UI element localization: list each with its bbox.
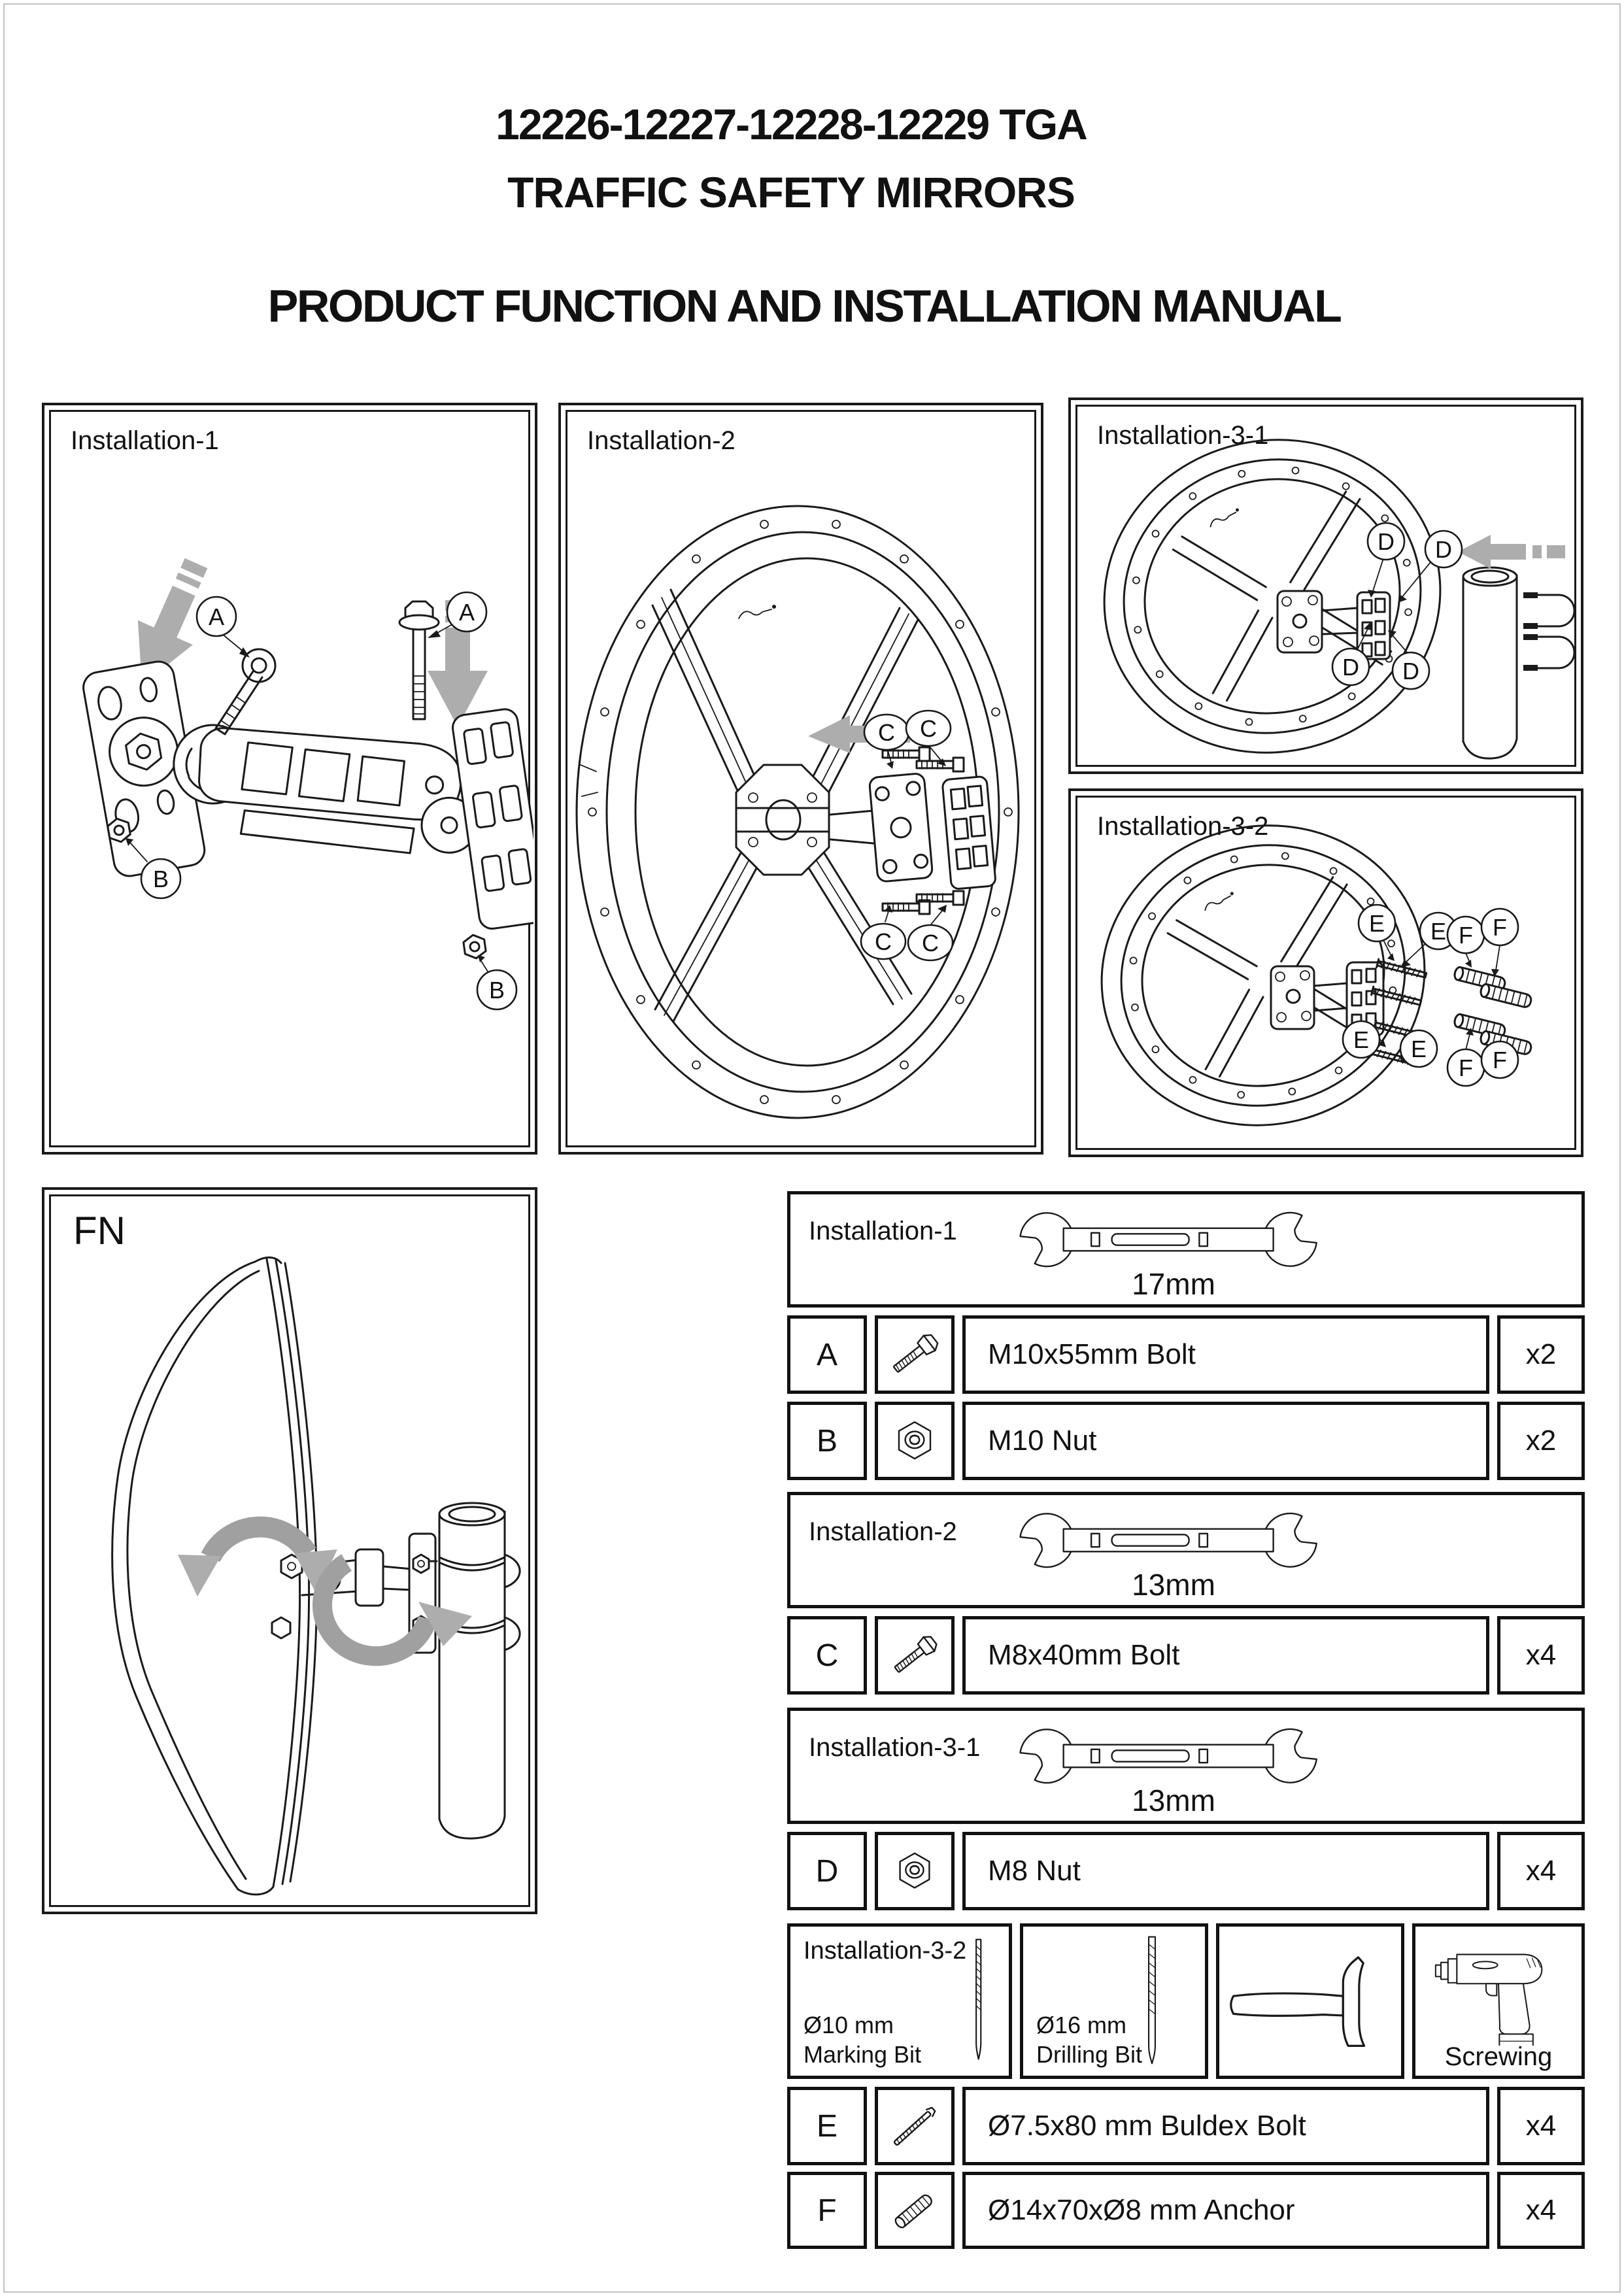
section-1-label: Installation-1	[809, 1217, 957, 1245]
callout-d-2	[1398, 531, 1462, 603]
panel-fn-inner	[49, 1194, 530, 1907]
row-e-desc-text: Ø7.5x80 mm Buldex Bolt	[988, 2110, 1306, 2142]
row-f-description	[962, 2172, 1489, 2249]
product-code-title: 12226-12227-12228-12229 TGA	[496, 100, 1087, 148]
row-f-letter: F	[817, 2193, 837, 2228]
panel-installation-1	[42, 403, 537, 1155]
exploded-bracket-diagram	[51, 412, 533, 1151]
manual-title: PRODUCT FUNCTION AND INSTALLATION MANUAL	[267, 280, 1341, 331]
callout-d-4	[1388, 630, 1429, 689]
panel-installation-2-inner	[566, 410, 1036, 1147]
pole	[439, 1503, 520, 1838]
clamp-plate	[1357, 592, 1390, 659]
row-a-qty-text: x2	[1525, 1338, 1557, 1370]
svg-text:D: D	[1435, 536, 1452, 563]
panel-installation-2-label: Installation-2	[587, 426, 736, 455]
hub-plate	[1271, 966, 1314, 1029]
svg-text:D: D	[1378, 528, 1395, 555]
hub-plate	[1277, 591, 1322, 652]
buldex-bolt-icon	[883, 2095, 946, 2157]
row-b-quantity	[1497, 1402, 1585, 1480]
tools-cell-hammer	[1216, 1923, 1404, 2079]
callout-b-2	[477, 955, 516, 1009]
callout-f-4	[1481, 1041, 1518, 1078]
hex-bolt-icon	[883, 1624, 946, 1687]
svg-text:F: F	[1493, 914, 1507, 941]
row-b-key	[787, 1402, 867, 1480]
marking-bit-size: Ø10 mm	[804, 2012, 894, 2038]
row-c-description	[962, 1616, 1489, 1695]
mirror-pole-diagram	[1077, 407, 1580, 770]
row-a-icon-cell	[875, 1315, 955, 1394]
panel-installation-3-1-inner	[1075, 405, 1576, 767]
callout-f-2	[1481, 909, 1518, 977]
row-c-letter: C	[815, 1638, 839, 1673]
product-name-title: TRAFFIC SAFETY MIRRORS	[507, 168, 1075, 216]
hub	[736, 765, 829, 875]
bracket-plate	[869, 773, 933, 882]
svg-text:E: E	[1410, 1036, 1427, 1062]
svg-text:B: B	[488, 977, 505, 1004]
row-a-description	[962, 1315, 1489, 1394]
hex-nut-icon	[883, 1840, 946, 1902]
row-e-description	[962, 2087, 1489, 2165]
panel-installation-3-1	[1068, 397, 1583, 774]
row-c-quantity	[1497, 1616, 1585, 1695]
svg-text:C: C	[878, 719, 895, 746]
u-bolt-2	[1523, 634, 1574, 671]
row-d-description	[962, 1832, 1489, 1910]
row-e-letter: E	[816, 2108, 837, 2144]
svg-text:C: C	[920, 715, 937, 742]
wrench-size-13mm-2: 13mm	[1132, 1783, 1215, 1817]
row-c-key	[787, 1616, 867, 1695]
panel-installation-3-1-label: Installation-3-1	[1097, 421, 1269, 450]
row-b-qty-text: x2	[1525, 1425, 1557, 1457]
panel-installation-3-2-label: Installation-3-2	[1097, 812, 1269, 841]
svg-text:D: D	[1402, 658, 1419, 684]
wrench-size-17mm: 17mm	[1132, 1267, 1215, 1301]
panel-installation-1-label: Installation-1	[71, 426, 219, 455]
swivel-arrow-icon	[322, 1562, 472, 1656]
row-c-qty-text: x4	[1525, 1639, 1557, 1671]
screwing-caption: Screwing	[1444, 2042, 1553, 2071]
bracket-arm	[830, 811, 873, 843]
svg-text:C: C	[875, 928, 892, 955]
wrench-size-13mm: 13mm	[1132, 1568, 1215, 1602]
row-a-key	[787, 1315, 867, 1394]
row-e-icon-cell	[875, 2087, 955, 2165]
mirror-side-view-diagram	[51, 1196, 533, 1910]
hammer-icon	[1226, 1939, 1395, 2063]
shell-fold-mark	[581, 765, 598, 796]
tools-cell-screwing	[1412, 1923, 1585, 2079]
drill-icon	[1430, 1931, 1567, 2046]
bolt-a-washer	[216, 649, 275, 734]
row-a-letter: A	[816, 1337, 837, 1372]
row-b-icon-cell	[875, 1402, 955, 1480]
panel-fn-label: FN	[73, 1209, 126, 1253]
brand-logo-mark	[739, 605, 776, 618]
section-header-installation-1	[787, 1191, 1585, 1308]
svg-text:A: A	[458, 599, 475, 626]
pole	[1463, 567, 1517, 758]
callout-f-1	[1447, 917, 1484, 968]
svg-text:F: F	[1493, 1047, 1507, 1073]
row-e-quantity	[1497, 2087, 1585, 2165]
brand-logo-mark	[1202, 892, 1236, 911]
svg-text:F: F	[1459, 1055, 1473, 1081]
row-f-desc-text: Ø14x70xØ8 mm Anchor	[988, 2194, 1295, 2226]
row-f-key	[787, 2172, 867, 2249]
row-b-description	[962, 1402, 1489, 1480]
marking-bit-caption	[804, 2010, 921, 2069]
brand-logo-mark	[1208, 508, 1241, 527]
hex-bolt-icon	[883, 1323, 946, 1386]
row-d-icon-cell	[875, 1832, 955, 1910]
row-d-key	[787, 1832, 867, 1910]
row-c-icon-cell	[875, 1616, 955, 1695]
section-2-label: Installation-2	[809, 1517, 957, 1546]
svg-text:A: A	[208, 603, 225, 630]
panel-installation-2	[558, 403, 1043, 1155]
row-a-desc-text: M10x55mm Bolt	[988, 1338, 1196, 1370]
callout-a-1	[197, 597, 250, 658]
svg-text:D: D	[1342, 654, 1359, 681]
pole-clamp-plate	[942, 776, 996, 889]
tools-section-label: Installation-3-2	[804, 1937, 967, 1965]
row-f-qty-text: x4	[1525, 2194, 1557, 2226]
panel-installation-3-2-inner	[1075, 796, 1576, 1150]
pole-plate-right	[407, 707, 533, 936]
mirror-anchor-diagram	[1077, 798, 1580, 1153]
anchor-icon	[883, 2179, 946, 2242]
callout-c-1	[864, 715, 909, 769]
drilling-bit-name: Drilling Bit	[1036, 2041, 1143, 2068]
adjustable-arm	[170, 723, 464, 856]
drilling-bit-caption	[1036, 2010, 1142, 2069]
svg-text:C: C	[922, 930, 939, 956]
svg-text:E: E	[1430, 918, 1447, 945]
row-e-qty-text: x4	[1525, 2110, 1557, 2142]
callout-f-3	[1447, 1028, 1484, 1086]
svg-text:E: E	[1353, 1026, 1370, 1053]
row-f-icon-cell	[875, 2172, 955, 2249]
nut-b-right	[463, 934, 487, 960]
row-e-key	[787, 2087, 867, 2165]
row-c-desc-text: M8x40mm Bolt	[988, 1639, 1180, 1671]
u-bolt-1	[1523, 592, 1574, 629]
section-header-installation-3-1	[787, 1708, 1585, 1824]
svg-text:E: E	[1368, 910, 1385, 937]
tilt-arrow-icon	[178, 1527, 337, 1596]
hex-nut-icon	[883, 1410, 946, 1472]
panel-installation-1-inner	[49, 410, 530, 1147]
panel-fn	[42, 1187, 537, 1914]
drilling-bit-size: Ø16 mm	[1036, 2012, 1127, 2038]
bolt-a-hex	[399, 601, 439, 719]
section-header-installation-2	[787, 1492, 1585, 1608]
row-d-desc-text: M8 Nut	[988, 1855, 1081, 1887]
marking-bit-name: Marking Bit	[804, 2041, 922, 2068]
svg-text:B: B	[152, 866, 169, 892]
section-3-label: Installation-3-1	[809, 1733, 981, 1762]
callout-c-3	[861, 905, 905, 959]
panel-installation-3-2	[1068, 788, 1583, 1157]
left-arrow-icon	[1458, 535, 1565, 569]
row-b-desc-text: M10 Nut	[988, 1425, 1097, 1457]
row-d-qty-text: x4	[1525, 1855, 1557, 1887]
row-f-quantity	[1497, 2172, 1585, 2249]
callout-e-1	[1359, 905, 1395, 961]
row-a-quantity	[1497, 1315, 1585, 1394]
marking-bit-icon	[963, 1936, 993, 2067]
callout-e-4	[1399, 1030, 1437, 1067]
row-b-letter: B	[816, 1423, 837, 1459]
tools-cell-drilling-bit	[1020, 1923, 1208, 2079]
svg-text:F: F	[1459, 922, 1473, 949]
mirror-back-diagram	[567, 412, 1040, 1151]
row-d-quantity	[1497, 1832, 1585, 1910]
row-d-letter: D	[815, 1853, 839, 1889]
tools-cell-marking-bit	[787, 1923, 1012, 2079]
